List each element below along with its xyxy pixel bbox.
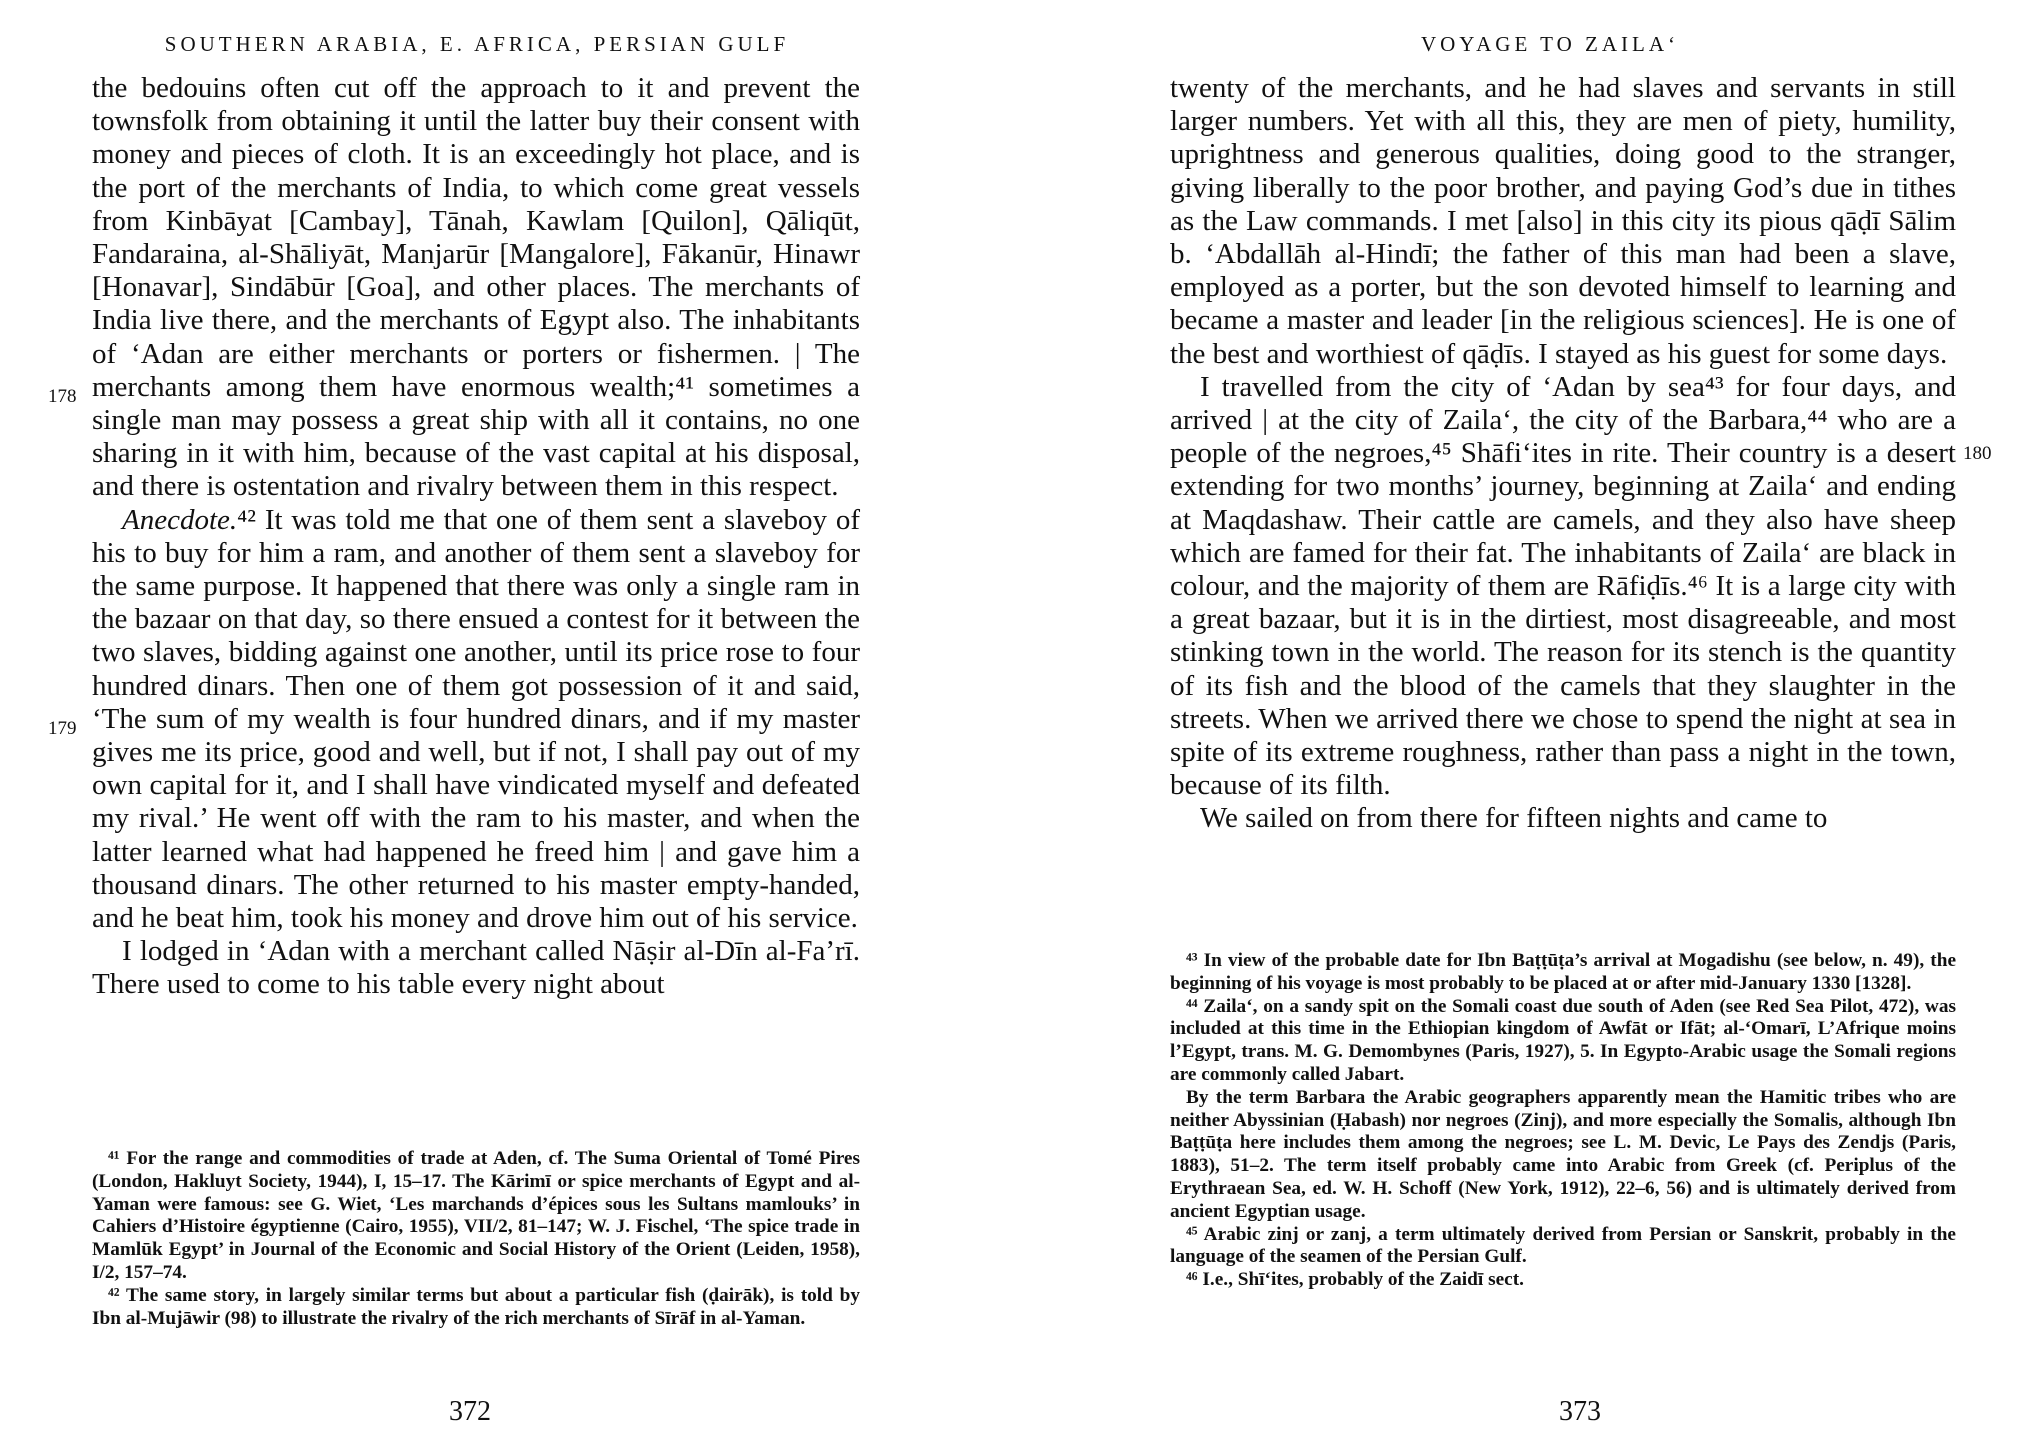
footnote: ⁴⁶ I.e., Shī‘ites, probably of the Zaidī sect. (1186, 1269, 1524, 1291)
paragraph-text: It was told me that one of them sent a slaveboy of his to buy for him a ram, and another of them sent a slaveboy for the same purpose. It happened that there was only a single ram in the bazaar on that day, so there ensued a contest for it between the two slaves, bidding against one another, until its price rose to four hundred dinars. Then one of them got possession of it and said, ‘The sum of my wealth is four hundred dinars, and if my master gives me its price, good and well, but if not, I shall pay out of my own capital for it, and I shall have vindicated myself and defeated my rival.’ He went off with the ram to his master, and when the latter learned what had happened he freed him | and gave him a thousand dinars. The other returned to his master empty-handed, and he beat him, took his money and drove him out of his service. (92, 503, 861, 935)
footnote: By the term Barbara the Arabic geographers apparently mean the Hamitic tribes who are neither Abyssinian (Ḥabash) nor negroes (Zinj), and more especially the Somalis, although Ibn Baṭṭūṭa here includes them among the negroes; see L. M. Devic, Le Pays des Zendjs (Paris, 1883), 51–2. The term itself probably came into Arabic from Greek (cf. Periplus of the Erythraean Sea, ed. W. H. Schoff (New York, 1912), 22–6, 56) and is ultimately derived from ancient Egyptian usage. (1170, 1086, 1956, 1222)
margin-number: 179 (48, 718, 77, 739)
right-page (1015, 0, 2031, 1447)
footnotes (1170, 950, 1956, 1292)
paragraph: I travelled from the city of ‘Adan by sea⁴³ for four days, and arrived | at the city of Zaila‘, the city of the Barbara,⁴⁴ who are a people of the negroes,⁴⁵ Shāfi‘ites in rite. Their country is a desert extending for two months’ journey, beginning at Zaila‘ and ending at Maqdashaw. Their cattle are camels, and they also have sheep which are famed for their fat. The inhabitants of Zaila‘ are black in colour, and the majority of them are Rāfiḍīs.⁴⁶ It is a large city with a great bazaar, but it is in the dirtiest, most disagreeable, and most stinking town in the world. The reason for its stench is the quantity of its fish and the blood of the camels that they slaughter in the streets. When we arrived there we chose to spend the night at sea in spite of its extreme roughness, rather than pass a night in the town, because of its filth. (1170, 370, 1956, 802)
left-page (0, 0, 1015, 1447)
running-head: VOYAGE TO ZAILA‘ (1420, 32, 1680, 56)
footnote: ⁴² The same story, in largely similar terms but about a particular fish (ḍairāk), is told by Ibn al-Mujāwir (98) to illustrate the rivalry of the rich merchants of Sīrāf in al-Yaman. (92, 1284, 860, 1329)
paragraph: I lodged in ‘Adan with a merchant called Nāṣir al-Dīn al-Fa’rī. There used to come to his table every night about (92, 935, 860, 1001)
running-head: SOUTHERN ARABIA, E. AFRICA, PERSIAN GULF (164, 32, 790, 56)
footnote: ⁴⁴ Zaila‘, on a sandy spit on the Somali coast due south of Aden (see Red Sea Pilot, 472), was included at this time in the Ethiopian kingdom of Awfāt or Ifāt; al-‘Omarī, L’Afrique moins l’Egypt, trans. M. G. Demombynes (Paris, 1927), 5. In Egypto-Arabic usage the Somali regions are commonly called Jabart. (1170, 995, 1956, 1085)
page-number: 373 (1559, 1396, 1601, 1427)
main-text (1170, 72, 1956, 836)
margin-number: 178 (48, 386, 77, 407)
margin-number: 180 (1963, 443, 1992, 464)
footnote: ⁴¹ For the range and commodities of trade at Aden, cf. The Suma Oriental of Tomé Pires (London, Hakluyt Society, 1944), I, 15–17. The Kārimī or spice merchants of Egypt and al-Yaman were famous: see G. Wiet, ‘Les marchands d’épices sous les Sultans mamlouks’ in Cahiers d’Histoire égyptienne (Cairo, 1955), VII/2, 81–147; W. J. Fischel, ‘The spice trade in Mamlūk Egypt’ in Journal of the Economic and Social History of the Orient (Leiden, 1958), I/2, 157–74. (92, 1148, 860, 1283)
paragraph (92, 504, 860, 936)
footnote: ⁴⁵ Arabic zinj or zanj, a term ultimately derived from Persian or Sanskrit, probably in the language of the seamen of the Persian Gulf. (1170, 1223, 1956, 1268)
anecdote-label: Anecdote. (122, 503, 238, 536)
paragraph: the bedouins often cut off the approach to it and prevent the townsfolk from obtaining it until the latter buy their consent with money and pieces of cloth. It is an exceedingly hot place, and is the port of the merchants of India, to which come great vessels from Kinbāyat [Cambay], Tānah, Kawlam [Quilon], Qāliqūt, Fandaraina, al-Shāliyāt, Manjarūr [Mangalore], Fākanūr, Hinawr [Honavar], Sindābūr [Goa], and other places. The merchants of India live there, and the merchants of Egypt also. The inhabitants of ‘Adan are either merchants or porters or fishermen. | The merchants among them have enormous wealth;⁴¹ sometimes a single man may possess a great ship with all it contains, no one sharing in it with him, because of the vast capital at his disposal, and there is ostentation and rivalry between them in this respect. (92, 72, 860, 503)
page-number: 372 (449, 1396, 491, 1427)
footnotes (92, 1148, 860, 1330)
paragraph: twenty of the merchants, and he had slaves and servants in still larger numbers. Yet with all this, they are men of piety, humility, uprightness and generous qualities, doing good to the stranger, giving liberally to the poor brother, and paying God’s due in tithes as the Law commands. I met [also] in this city its pious qāḍī Sālim b. ‘Abdallāh al-Hindī; the father of this man had been a slave, employed as a porter, but the son devoted himself to learning and became a master and leader [in the religious sciences]. He is one of the best and worthiest of qāḍīs. I stayed as his guest for some days. (1170, 72, 1956, 370)
footnote: ⁴³ In view of the probable date for Ibn Baṭṭūṭa’s arrival at Mogadishu (see below, n. 49), the beginning of his voyage is most probably to be placed at or after mid-January 1330 [1328]. (1170, 950, 1956, 994)
paragraph: We sailed on from there for fifteen nights and came to (1200, 802, 1828, 835)
main-text (92, 72, 860, 1002)
note-ref: ⁴² (237, 503, 256, 536)
